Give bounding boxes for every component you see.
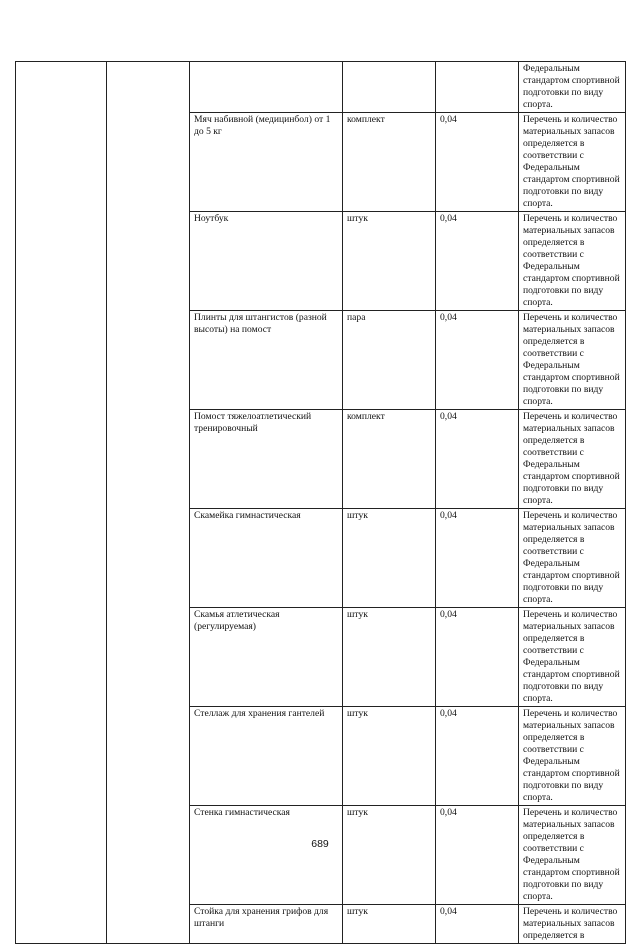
note-cell: Перечень и количество материальных запасов определяется в — [519, 905, 626, 944]
unit-cell: штук — [343, 509, 436, 608]
table-row — [16, 62, 626, 113]
quantity-cell: 0,04 — [436, 806, 519, 905]
item-name-cell: Стеллаж для хранения гантелей — [190, 707, 343, 806]
item-name-cell: Скамейка гимнастическая — [190, 509, 343, 608]
item-name-cell: Скамья атлетическая (регулируемая) — [190, 608, 343, 707]
item-name-cell: Стенка гимнастическая — [190, 806, 343, 905]
merged-empty-cell-1 — [16, 62, 107, 944]
equipment-table — [15, 61, 626, 944]
note-cell: Перечень и количество материальных запасов определяется в соответствии с Федеральным стандартом спортивной подготовки по виду спорта. — [519, 113, 626, 212]
item-name-cell: Помост тяжелоатлетический тренировочный — [190, 410, 343, 509]
note-cell: Перечень и количество материальных запасов определяется в соответствии с Федеральным стандартом спортивной подготовки по виду спорта. — [519, 212, 626, 311]
unit-cell: штук — [343, 608, 436, 707]
item-name-cell: Мяч набивной (медицинбол) от 1 до 5 кг — [190, 113, 343, 212]
quantity-cell: 0,04 — [436, 509, 519, 608]
unit-cell — [343, 62, 436, 113]
unit-cell: штук — [343, 905, 436, 944]
item-name-cell — [190, 62, 343, 113]
quantity-cell: 0,04 — [436, 212, 519, 311]
note-cell: Перечень и количество материальных запасов определяется в соответствии с Федеральным стандартом спортивной подготовки по виду спорта. — [519, 707, 626, 806]
unit-cell: комплект — [343, 113, 436, 212]
note-cell: Перечень и количество материальных запасов определяется в соответствии с Федеральным стандартом спортивной подготовки по виду спорта. — [519, 410, 626, 509]
unit-cell: штук — [343, 212, 436, 311]
note-cell: Перечень и количество материальных запасов определяется в соответствии с Федеральным стандартом спортивной подготовки по виду спорта. — [519, 608, 626, 707]
note-cell: Перечень и количество материальных запасов определяется в соответствии с Федеральным стандартом спортивной подготовки по виду спорта. — [519, 509, 626, 608]
item-name-cell: Плинты для штангистов (разной высоты) на помост — [190, 311, 343, 410]
unit-cell: пара — [343, 311, 436, 410]
quantity-cell — [436, 62, 519, 113]
quantity-cell: 0,04 — [436, 608, 519, 707]
unit-cell: штук — [343, 707, 436, 806]
note-cell: Перечень и количество материальных запасов определяется в соответствии с Федеральным стандартом спортивной подготовки по виду спорта. — [519, 806, 626, 905]
page-number: 689 — [311, 838, 329, 850]
quantity-cell: 0,04 — [436, 905, 519, 944]
item-name-cell: Ноутбук — [190, 212, 343, 311]
unit-cell: комплект — [343, 410, 436, 509]
unit-cell: штук — [343, 806, 436, 905]
quantity-cell: 0,04 — [436, 707, 519, 806]
note-cell: Перечень и количество материальных запасов определяется в соответствии с Федеральным стандартом спортивной подготовки по виду спорта. — [519, 311, 626, 410]
quantity-cell: 0,04 — [436, 311, 519, 410]
item-name-cell: Стойка для хранения грифов для штанги — [190, 905, 343, 944]
quantity-cell: 0,04 — [436, 410, 519, 509]
quantity-cell: 0,04 — [436, 113, 519, 212]
note-cell: Федеральным стандартом спортивной подготовки по виду спорта. — [519, 62, 626, 113]
merged-empty-cell-2 — [107, 62, 190, 944]
